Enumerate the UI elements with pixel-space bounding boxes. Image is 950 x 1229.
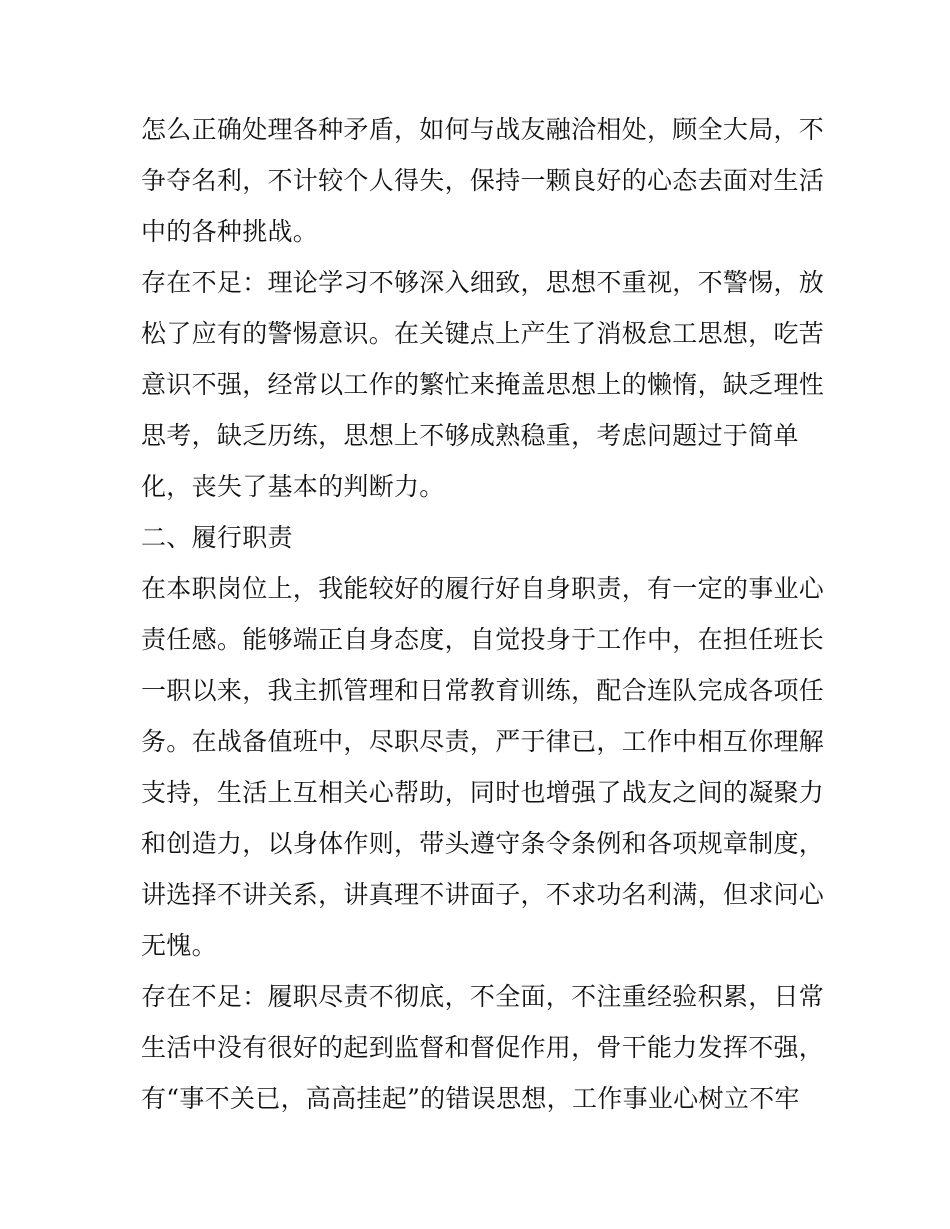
text-line: 支持，生活上互相关心帮助，同时也增强了战友之间的凝聚力 [141, 778, 825, 807]
section-heading: 二、履行职责 [141, 523, 293, 552]
text-line: 松了应有的警惕意识。在关键点上产生了消极怠工思想，吃苦 [141, 319, 825, 348]
text-line: 务。在战备值班中，尽职尽责，严于律已，工作中相互你理解 [141, 727, 825, 756]
text-line: 思考，缺乏历练，思想上不够成熟稳重，考虑问题过于简单 [141, 421, 799, 450]
text-line: 讲选择不讲关系，讲真理不讲面子，不求功名利满，但求问心 [141, 880, 825, 909]
text-line: 责任感。能够端正自身态度，自觉投身于工作中，在担任班长 [141, 625, 825, 654]
text-line: 无愧。 [141, 931, 217, 960]
text-line: 在本职岗位上，我能较好的履行好自身职责，有一定的事业心 [141, 574, 825, 603]
text-line: 争夺名利，不计较个人得失，保持一颗良好的心态去面对生活 [141, 166, 825, 195]
text-line: 意识不强，经常以工作的繁忙来掩盖思想上的懒惰，缺乏理性 [141, 370, 825, 399]
text-line: 生活中没有很好的起到监督和督促作用，骨干能力发挥不强， [141, 1033, 825, 1062]
text-line: 有“事不关已，高高挂起”的错误思想，工作事业心树立不牢 [141, 1084, 800, 1113]
text-line: 一职以来，我主抓管理和日常教育训练，配合连队完成各项任 [141, 676, 825, 705]
text-line: 存在不足：理论学习不够深入细致，思想不重视，不警惕，放 [141, 268, 825, 297]
text-line: 中的各种挑战。 [141, 217, 319, 246]
text-line: 怎么正确处理各种矛盾，如何与战友融洽相处，顾全大局，不 [141, 115, 825, 144]
text-line: 存在不足：履职尽责不彻底，不全面，不注重经验积累，日常 [141, 982, 825, 1011]
text-line: 化，丧失了基本的判断力。 [141, 472, 445, 501]
text-line: 和创造力，以身体作则，带头遵守条令条例和各项规章制度， [141, 829, 825, 858]
